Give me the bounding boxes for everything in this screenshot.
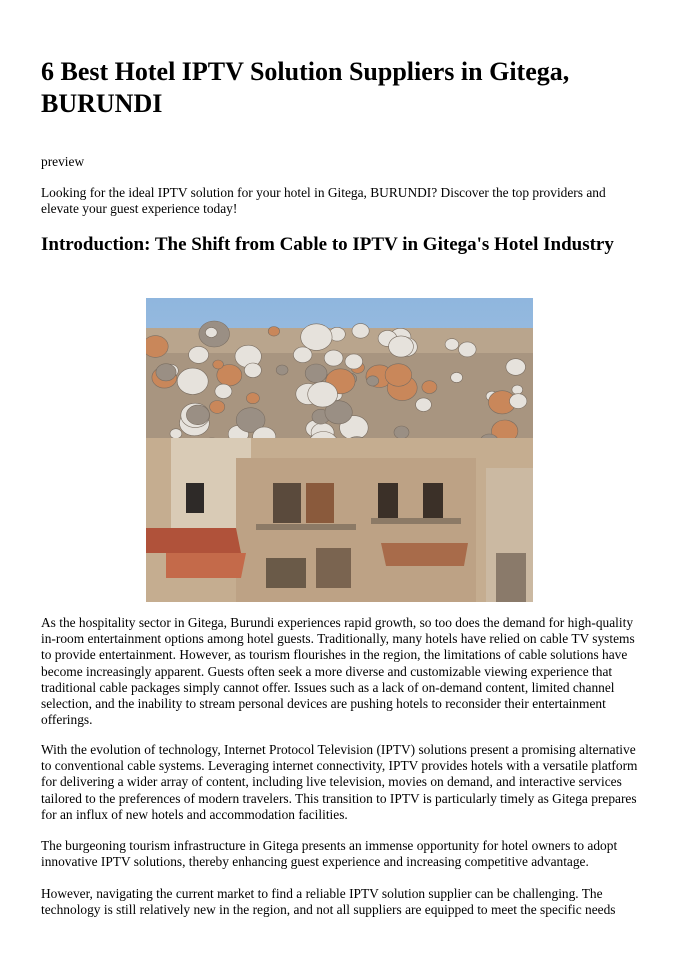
- body-paragraph-4: However, navigating the current market to find a reliable IPTV solution supplier can be challenging. The technology is still relatively new in the region, and not all suppliers are equipped to meet the specific needs: [41, 886, 616, 918]
- satellite-dish: [146, 336, 168, 358]
- page-title: 6 Best Hotel IPTV Solution Suppliers in Gitega, BURUNDI: [41, 57, 570, 118]
- satellite-dish: [367, 376, 379, 386]
- satellite-dish: [205, 328, 217, 338]
- satellite-dish: [156, 364, 176, 381]
- satellite-dish: [324, 350, 343, 366]
- satellite-dish: [213, 360, 224, 369]
- satellite-dish: [215, 384, 232, 398]
- satellite-dish: [506, 359, 526, 376]
- satellite-dish: [177, 368, 208, 394]
- satellite-dish: [451, 372, 463, 382]
- satellite-dish: [422, 381, 437, 394]
- satellite-dish: [416, 398, 432, 412]
- body-paragraph-3: The burgeoning tourism infrastructure in Gitega presents an immense opportunity for hotel owners to adopt innovative IPTV solutions, thereby enhancing guest experience and increasing competitive advantage.: [41, 838, 618, 870]
- satellite-dish: [293, 347, 312, 363]
- satellite-dish: [352, 324, 369, 339]
- satellite-dish: [301, 324, 332, 351]
- satellite-dish: [244, 363, 261, 378]
- satellite-dish: [459, 342, 477, 357]
- satellite-dish: [394, 426, 409, 439]
- satellite-dish: [345, 354, 363, 369]
- satellite-dish: [389, 336, 414, 357]
- satellite-dish: [308, 382, 338, 407]
- satellite-dishes-photo: [146, 298, 533, 602]
- body-paragraph-2: With the evolution of technology, Internet Protocol Television (IPTV) solutions present a promising alternative to conventional cable systems. Leveraging internet connectivity, IPTV provides hotels with a versatile platform for delivering a wider array of content, including live television, movies on demand, and interactive services tailored to the preferences of modern travelers. This transition to IPTV is particularly timely as Gitega prepares for an influx of new hotels and accommodation facilities.: [41, 742, 638, 822]
- intro-paragraph: Looking for the ideal IPTV solution for your hotel in Gitega, BURUNDI? Discover the top providers and elevate your guest experience today!: [41, 185, 606, 217]
- satellite-dish: [170, 429, 182, 439]
- satellite-dish: [510, 394, 527, 409]
- satellite-dish: [210, 401, 225, 414]
- satellite-dish: [276, 365, 288, 375]
- satellite-dish: [186, 405, 209, 425]
- satellite-dish: [246, 393, 259, 404]
- body-paragraph-1: As the hospitality sector in Gitega, Burundi experiences rapid growth, so too does the demand for high-quality in-room entertainment options among hotel guests. Traditionally, many hotels have relied on cable TV systems to provide entertainment. However, as tourism flourishes in the region, the limitations of cable solutions have become increasingly apparent. Guests often seek a more diverse and customizable viewing experience that traditional cable packages simply cannot offer. Issues such as a lack of on-demand content, limited channel selection, and the inability to stream personal devices are pushing hotels to reconsider their entertainment offerings.: [41, 615, 635, 728]
- satellite-dish: [268, 327, 279, 337]
- section-heading: Introduction: The Shift from Cable to IPTV in Gitega's Hotel Industry: [41, 234, 614, 255]
- satellite-dish: [189, 346, 209, 363]
- satellite-dish: [445, 339, 459, 351]
- satellite-dish: [512, 385, 523, 394]
- satellite-dish: [305, 364, 327, 383]
- satellite-dish: [385, 364, 412, 387]
- preview-label: preview: [41, 154, 85, 169]
